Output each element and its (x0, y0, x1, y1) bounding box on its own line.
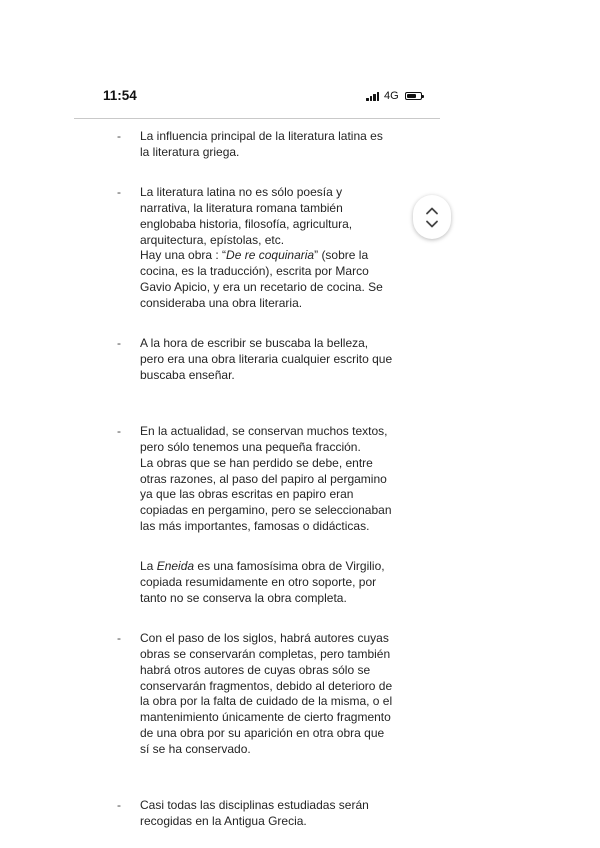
list-dash: - (117, 336, 121, 351)
status-indicators (366, 89, 422, 103)
list-dash: - (117, 630, 121, 645)
text-line: narrativa, la literatura romana también (140, 200, 343, 215)
text-fragment: Hay una obra : “ (140, 248, 227, 263)
list-item (117, 336, 427, 384)
text-line (140, 248, 427, 264)
header-divider (74, 118, 440, 119)
text-line: la obra por la falta de cuidado de la misma, o el (140, 694, 393, 709)
status-bar (0, 0, 600, 118)
text-line: arquitectura, epístolas, etc. (140, 232, 285, 247)
text-line: La literatura latina no es sólo poesía y (140, 184, 343, 199)
text-fragment: ” (sobre la (314, 248, 369, 263)
battery-icon (405, 92, 422, 100)
text-line: la literatura griega. (140, 144, 240, 159)
text-line: Con el paso de los siglos, habrá autores cuyas (140, 630, 389, 645)
page-scroll-control[interactable] (413, 195, 451, 239)
list-item (117, 424, 427, 535)
text-line: recogidas en la Antigua Grecia. (140, 814, 307, 828)
text-line: La obras que se han perdido se debe, entre (140, 455, 373, 470)
text-line: tanto no se conserva la obra completa. (140, 590, 347, 605)
text-line: sí se ha conservado. (140, 742, 251, 757)
text-line: otras razones, al paso del papiro al pergamino (140, 471, 387, 486)
book-title: De re coquinaria (226, 248, 315, 263)
status-time: 11:54 (103, 88, 137, 103)
paragraph (117, 559, 427, 607)
list-item (117, 631, 427, 758)
text-line: cocina, es la traducción), escrita por Marco (140, 264, 369, 279)
text-line: habrá otros autores de cuyas obras sólo se (140, 662, 371, 677)
cellular-signal-icon (366, 91, 379, 101)
text-line: Casi todas las disciplinas estudiadas serán (140, 798, 369, 813)
list-item (117, 129, 427, 161)
list-dash: - (117, 184, 121, 199)
text-line: obras se conservarán completas, pero también (140, 646, 391, 661)
book-title: Eneida (156, 559, 195, 574)
text-fragment: es una famosísima obra de Virgilio, (194, 559, 385, 574)
text-line: copiada resumidamente en otro soporte, por (140, 575, 377, 590)
text-fragment: La (140, 559, 157, 574)
list-dash: - (117, 423, 121, 438)
chevron-up-icon[interactable] (424, 206, 440, 216)
text-line: pero era una obra literaria cualquier escrito que (140, 351, 393, 366)
text-line: En la actualidad, se conservan muchos textos, (140, 423, 388, 438)
text-line: consideraba una obra literaria. (140, 296, 303, 311)
text-line: buscaba enseñar. (140, 367, 235, 382)
document-content (117, 129, 427, 830)
list-dash: - (117, 798, 121, 813)
list-item (117, 798, 427, 830)
network-type: 4G (384, 90, 399, 102)
text-line: A la hora de escribir se buscaba la belleza, (140, 336, 369, 351)
battery-level (407, 94, 417, 98)
text-line: de una obra por su aparición en otra obra que (140, 726, 385, 741)
text-line: conservarán fragmentos, debido al deterioro de (140, 678, 393, 693)
list-dash: - (117, 129, 121, 143)
text-line: englobaba historia, filosofía, agricultura, (140, 216, 353, 231)
text-line (140, 559, 427, 575)
text-line: Gavio Apicio, y era un recetario de cocina. Se (140, 280, 383, 295)
chevron-down-icon[interactable] (424, 219, 440, 229)
text-line: las más importantes, famosas o didácticas. (140, 519, 370, 534)
text-line: ya que las obras escritas en papiro eran (140, 487, 354, 502)
text-line: La influencia principal de la literatura latina es (140, 129, 383, 143)
text-line: mantenimiento únicamente de cierto fragmento (140, 710, 391, 725)
text-line: pero sólo tenemos una pequeña fracción. (140, 439, 361, 454)
text-line: copiadas en pergamino, pero se seleccionaban (140, 503, 392, 518)
list-item (117, 185, 427, 312)
